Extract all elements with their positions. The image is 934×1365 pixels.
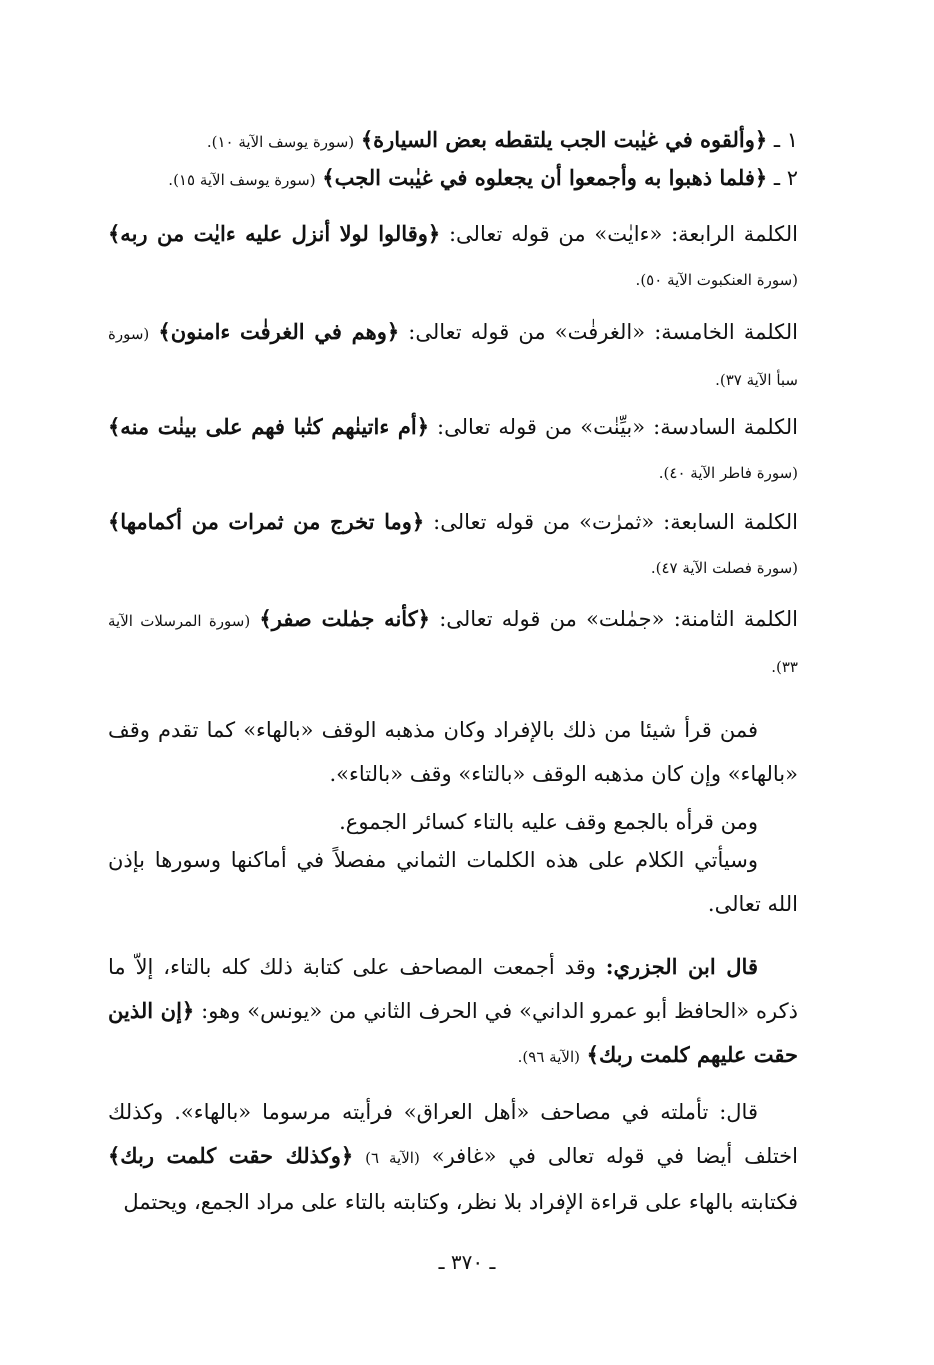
speaker-label: قال ابن الجزري: (605, 954, 758, 979)
paragraph-ibn-jazari (108, 945, 798, 1079)
ayah-reference: (الآية ٩٦). (517, 1048, 580, 1066)
word-label: الكلمة الرابعة: (671, 222, 798, 246)
quote-intro: من قوله تعالى: (448, 222, 586, 246)
quran-quote: ﴿وقالوا لولا أنزل عليه ءايٰت من ربه﴾ (108, 221, 441, 246)
paragraph-plural-rule: ومن قرأه بالجمع وقف عليه بالتاء كسائر الجموع. (339, 810, 758, 834)
word-entry-8 (108, 597, 798, 689)
quote-intro: من قوله تعالى: (408, 320, 546, 344)
paragraph-text: قال: تأملته في مصاحف «أهل العراق» فرأيته مرسوما «بالهاء». وكذلك اختلف أيضا في قوله تعالى في «غافر» (108, 1100, 798, 1168)
quran-quote: ﴿فلما ذهبوا به وأجمعوا أن يجعلوه في غيٰبت الجب﴾ (322, 165, 768, 190)
surah-reference: (سورة يوسف الآية ١٥). (168, 171, 316, 189)
verse-number: ٢ ـ (773, 166, 798, 190)
surah-reference: (سورة يوسف الآية ١٠). (206, 133, 355, 151)
ayah-reference: (الآية ٦) (365, 1149, 420, 1167)
verse-list (108, 118, 798, 202)
page-number: ـ ٣٧٠ ـ (438, 1250, 496, 1274)
quote-intro: من قوله تعالى: (433, 510, 571, 534)
verse-item-2 (108, 156, 798, 202)
word-form: «ءايٰت» (594, 222, 663, 246)
word-label: الكلمة الخامسة: (654, 320, 799, 344)
word-entry-7 (108, 500, 798, 590)
surah-reference: (سورة فصلت الآية ٤٧). (650, 559, 798, 577)
word-form: «الغرفٰت» (554, 320, 646, 344)
verse-number: ١ ـ (773, 128, 798, 152)
word-entry-4 (108, 212, 798, 302)
paragraph-reading-rule: فمن قرأ شيئا من ذلك بالإفراد وكان مذهبه الوقف «بالهاء» كما تقدم وقف «بالهاء» وإن كان مذهبه الوقف «بالتاء» وقف «بالتاء». (108, 718, 798, 786)
quote-intro: من قوله تعالى: (437, 415, 573, 439)
surah-reference: (سورة سبأ الآية ٣٧). (108, 325, 798, 389)
quran-quote: ﴿وما تخرج من ثمرات من أكمامها﴾ (108, 509, 425, 534)
quran-quote: ﴿إن الذين حقت عليهم كلمت ربك﴾ (108, 998, 798, 1067)
surah-reference: (سورة فاطر الآية ٤٠). (658, 464, 798, 482)
word-form: «ثمرٰت» (579, 510, 655, 534)
paragraph-text-continued: فكتابته بالهاء على قراءة الإفراد بلا نظر، وكتابته بالتاء على مراد الجمع، ويحتمل (123, 1190, 798, 1214)
word-entry-6 (108, 405, 798, 495)
paragraph-detail-note: وسيأتي الكلام على هذه الكلمات الثماني مفصلاً في أماكنها وسورها بإذن الله تعالى. (108, 848, 798, 916)
word-label: الكلمة السابعة: (663, 510, 798, 534)
quran-quote: ﴿أم ءاتينٰهم كتٰبا فهم على بينٰت منه﴾ (108, 414, 430, 439)
quran-quote: ﴿وكذلك حقت كلمت ربك﴾ (108, 1143, 354, 1168)
word-form: «بيِّنٰت» (580, 415, 646, 439)
quran-quote: ﴿وألقوه في غيٰبت الجب يلتقطه بعض السيارة﴾ (360, 127, 768, 152)
word-label: الكلمة السادسة: (653, 415, 798, 439)
quran-quote: ﴿كأنه جمٰلت صفر﴾ (259, 606, 430, 631)
quran-quote: ﴿وهم في الغرفٰت ءامنون﴾ (158, 319, 400, 344)
word-label: الكلمة الثامنة: (673, 607, 798, 631)
paragraph-observation (108, 1090, 798, 1224)
word-form: «جمٰلت» (586, 607, 665, 631)
quote-intro: من قوله تعالى: (439, 607, 577, 631)
paragraph-text: وقد أجمعت المصاحف على كتابة ذلك كله بالتاء، إلاّ ما ذكره «الحافظ أبو عمرو الداني» في الحرف الثاني من «يونس» وهو: (108, 955, 798, 1023)
surah-reference: (سورة العنكبوت الآية ٥٠). (635, 271, 798, 289)
word-entry-5 (108, 310, 798, 402)
surah-reference: (سورة المرسلات الآية ٣٣). (108, 612, 798, 676)
